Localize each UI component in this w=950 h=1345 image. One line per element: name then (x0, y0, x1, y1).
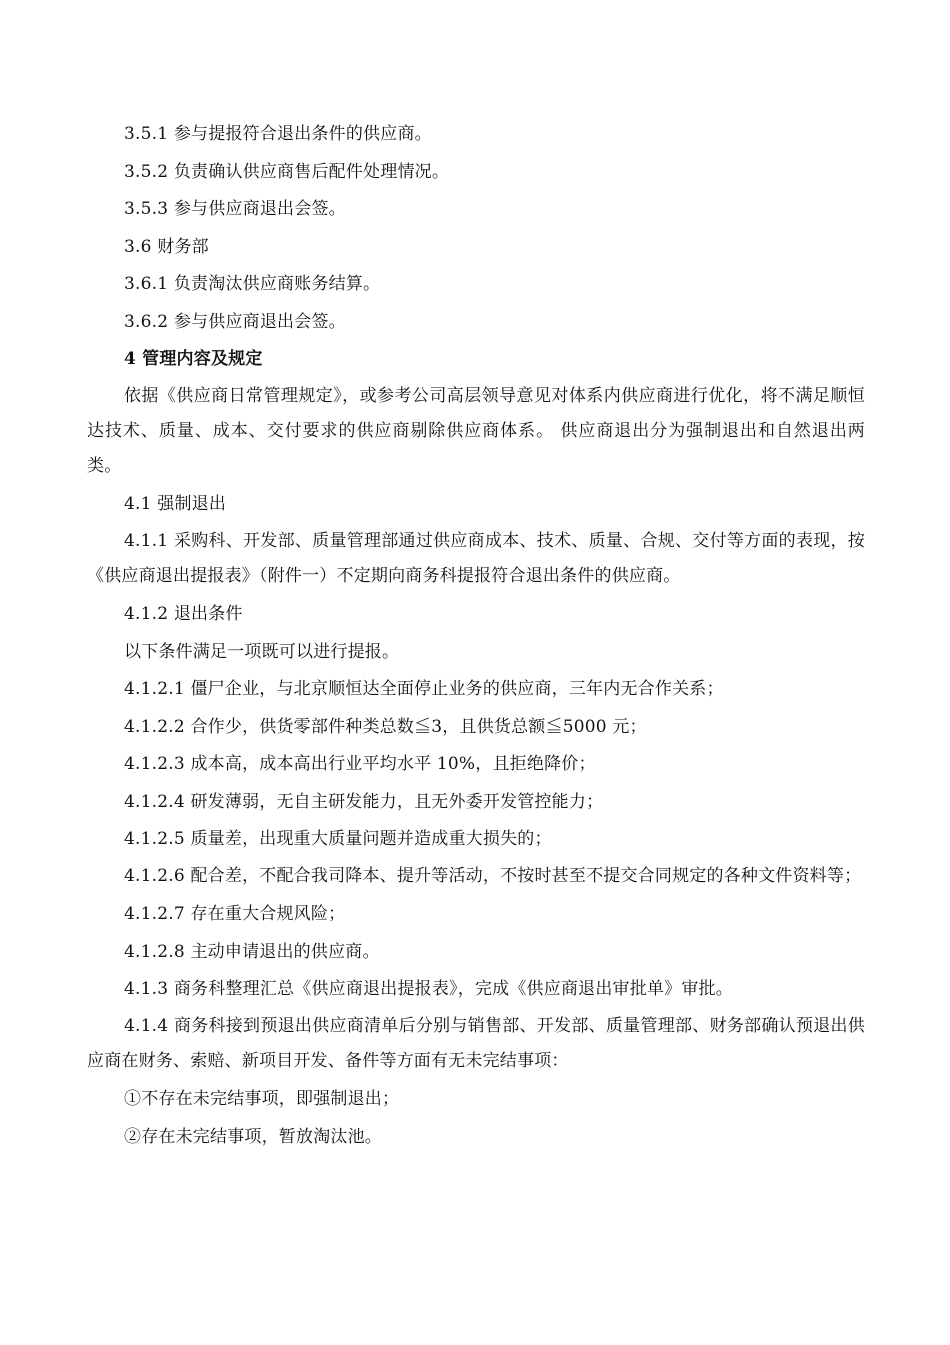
section-4-heading: 4 管理内容及规定 (124, 349, 263, 369)
section-4-1-heading: 4.1 强制退出 (124, 494, 227, 514)
clause-4-1-2-7: 4.1.2.7 存在重大合规风险； (124, 904, 346, 924)
clause-4-1-2-4: 4.1.2.4 研发薄弱，无自主研发能力，且无外委开发管控能力； (124, 791, 604, 812)
clause-3-6-1: 3.6.1 负责淘汰供应商账务结算。 (124, 274, 381, 294)
list-item-1: ①不存在未完结事项，即强制退出； (124, 1089, 400, 1109)
list-item-2: ②存在未完结事项，暂放淘汰池。 (124, 1126, 382, 1147)
section-4-intro: 依据《供应商日常管理规定》，或参考公司高层领导意见对体系内供应商进行优化，将不满足顺恒达技术、质量、成本、交付要求的供应商剔除供应商体系。 供应商退出分为强制退出和自然退出两类。 (87, 385, 865, 476)
clause-4-1-2-6: 4.1.2.6 配合差，不配合我司降本、提升等活动，不按时甚至不提交合同规定的各种文件资料等； (124, 865, 862, 886)
clause-4-1-1: 4.1.1 采购科、开发部、质量管理部通过供应商成本、技术、质量、合规、交付等方面的表现，按《供应商退出提报表》（附件一）不定期向商务科提报符合退出条件的供应商。 (87, 530, 865, 586)
clause-4-1-2-5: 4.1.2.5 质量差，出现重大质量问题并造成重大损失的； (124, 829, 552, 849)
clause-3-5-2: 3.5.2 负责确认供应商售后配件处理情况。 (124, 161, 450, 182)
clause-4-1-2-1: 4.1.2.1 僵尸企业，与北京顺恒达全面停止业务的供应商，三年内无合作关系； (124, 679, 724, 699)
clause-4-1-2: 4.1.2 退出条件 (124, 604, 243, 624)
clause-3-6-2: 3.6.2 参与供应商退出会签。 (124, 311, 346, 332)
clause-4-1-4: 4.1.4 商务科接到预退出供应商清单后分别与销售部、开发部、质量管理部、财务部确认预退出供应商在财务、索赔、新项目开发、备件等方面有无未完结事项： (87, 1015, 865, 1071)
clause-3-5-3: 3.5.3 参与供应商退出会签。 (124, 199, 346, 219)
clause-3-5-1: 3.5.1 参与提报符合退出条件的供应商。 (124, 124, 432, 144)
clause-4-1-2-3: 4.1.2.3 成本高，成本高出行业平均水平 10%，且拒绝降价； (124, 754, 596, 774)
document-body (87, 116, 865, 1156)
clause-4-1-2-8: 4.1.2.8 主动申请退出的供应商。 (124, 941, 380, 962)
clause-4-1-3: 4.1.3 商务科整理汇总《供应商退出提报表》，完成《供应商退出审批单》审批。 (124, 979, 733, 999)
clause-4-1-2-2: 4.1.2.2 合作少，供货零部件种类总数≦3，且供货总额≦5000 元； (124, 716, 647, 737)
clause-4-1-2-intro: 以下条件满足一项既可以进行提报。 (124, 641, 400, 662)
section-3-6-heading: 3.6 财务部 (124, 236, 209, 257)
